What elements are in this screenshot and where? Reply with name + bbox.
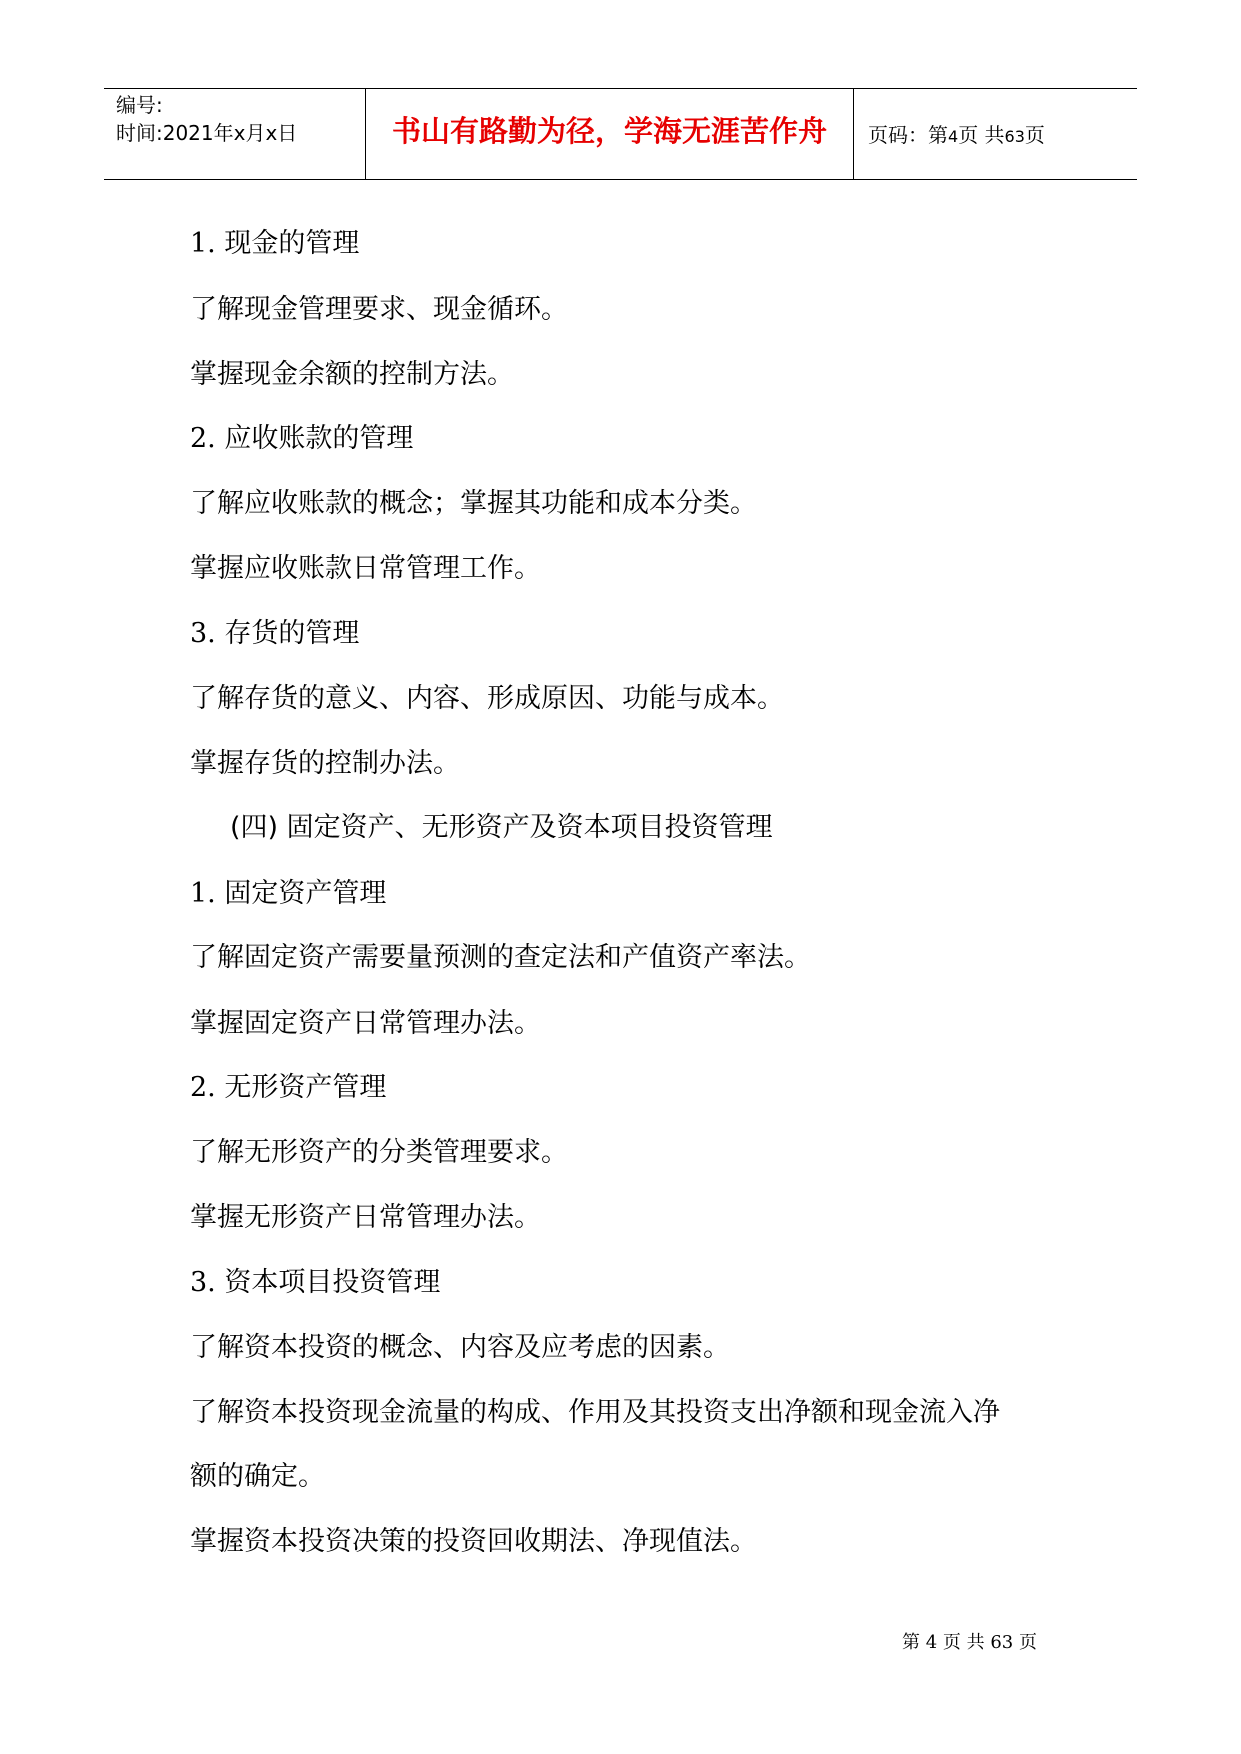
- body-line: 掌握固定资产日常管理办法。: [190, 1008, 541, 1039]
- body-line: 掌握无形资产日常管理办法。: [190, 1202, 541, 1233]
- subheading-capital-investment: 3. 资本项目投资管理: [190, 1267, 441, 1298]
- page-suffix: 页: [1024, 123, 1045, 147]
- page-footer: 第 4 页 共 63 页: [902, 1632, 1037, 1653]
- page-code: [868, 125, 1045, 145]
- header-page-cell: [854, 89, 1137, 179]
- body-line: 了解无形资产的分类管理要求。: [190, 1137, 568, 1168]
- body-line: 掌握资本投资决策的投资回收期法、净现值法。: [190, 1526, 757, 1557]
- header-meta-cell: [104, 89, 366, 179]
- body-line: 了解现金管理要求、现金循环。: [190, 294, 568, 325]
- body-line: 了解资本投资的概念、内容及应考虑的因素。: [190, 1332, 730, 1363]
- header-motto-cell: [366, 89, 854, 179]
- body-line: 掌握现金余额的控制方法。: [190, 359, 514, 390]
- page-total: 63: [1004, 127, 1025, 146]
- page-prefix: 页码：第: [868, 123, 948, 147]
- section-heading: (四) 固定资产、无形资产及资本项目投资管理: [230, 812, 773, 843]
- body-line: 掌握应收账款日常管理工作。: [190, 553, 541, 584]
- serial-number-label: 编号:: [116, 93, 163, 117]
- body-line: 了解存货的意义、内容、形成原因、功能与成本。: [190, 683, 784, 714]
- page-header: [104, 88, 1137, 180]
- time-label: 时间:2021年x月x日: [116, 121, 298, 145]
- subheading-inventory-management: 3. 存货的管理: [190, 618, 360, 649]
- body-line: 了解固定资产需要量预测的查定法和产值资产率法。: [190, 942, 811, 973]
- body-line: 掌握存货的控制办法。: [190, 748, 460, 779]
- subheading-cash-management: 1. 现金的管理: [190, 228, 360, 259]
- body-line: 额的确定。: [190, 1461, 325, 1492]
- subheading-intangible-assets: 2. 无形资产管理: [190, 1072, 387, 1103]
- body-line: 了解资本投资现金流量的构成、作用及其投资支出净额和现金流入净: [190, 1397, 1000, 1428]
- motto: 书山有路勤为径，学海无涯苦作舟: [391, 114, 827, 148]
- body-line: 了解应收账款的概念；掌握其功能和成本分类。: [190, 488, 757, 519]
- subheading-fixed-assets: 1. 固定资产管理: [190, 878, 387, 909]
- page-mid: 页 共: [958, 123, 1005, 147]
- page-current: 4: [948, 127, 959, 146]
- subheading-receivables-management: 2. 应收账款的管理: [190, 423, 414, 454]
